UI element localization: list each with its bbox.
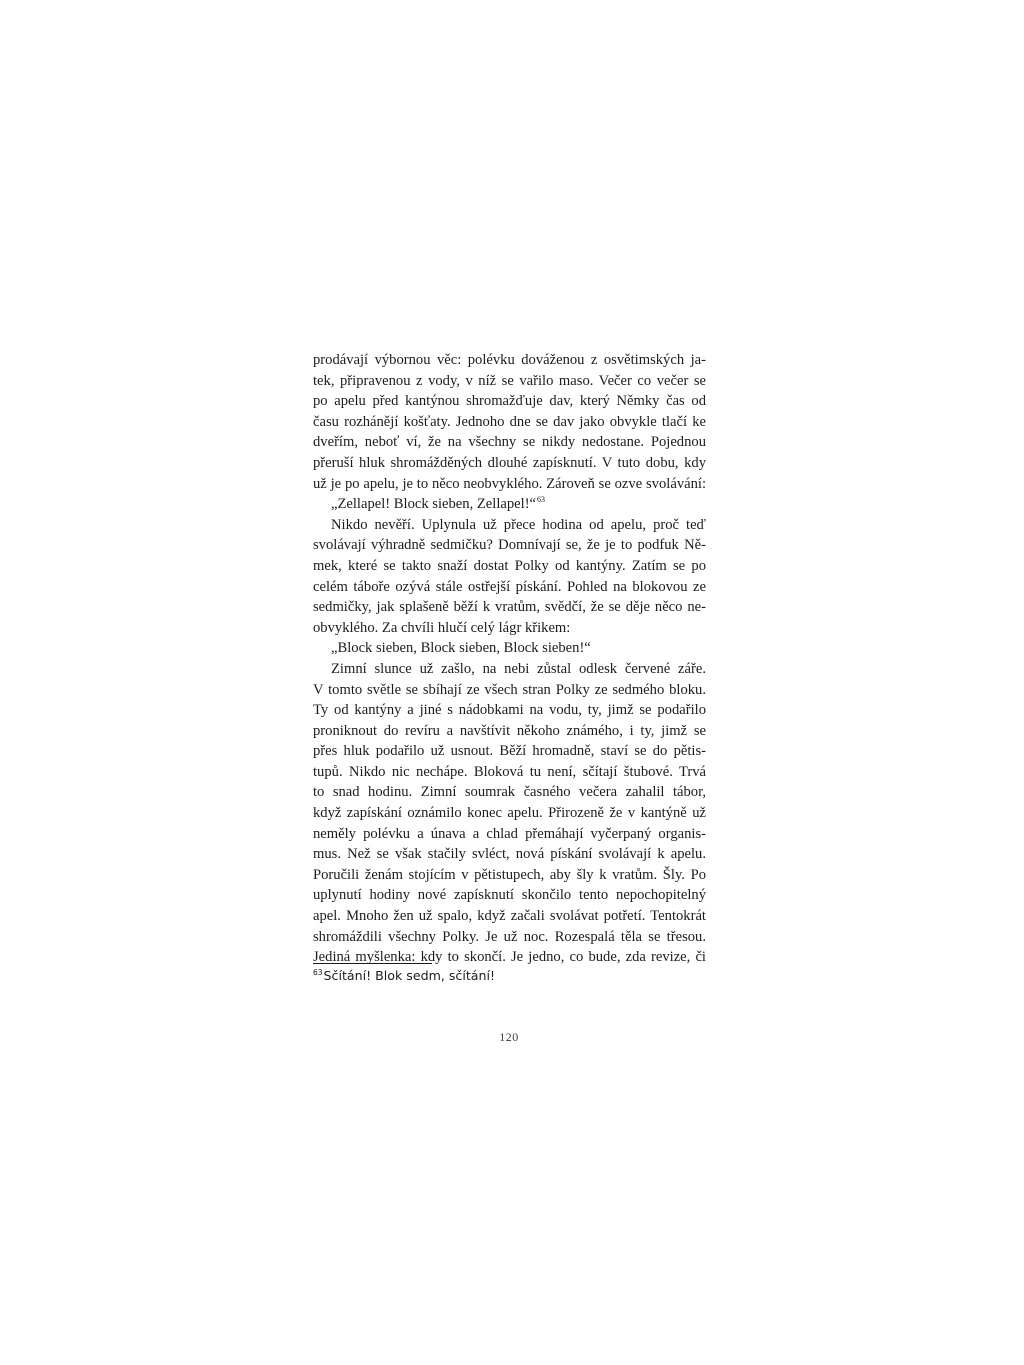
text-line: tek, připravenou z vody, v níž se vařilo maso. Večer co večer se bbox=[313, 372, 706, 389]
text-line: Poručili ženám stojícím v pětistupech, aby šly k vratům. Šly. Po bbox=[313, 866, 706, 883]
text-line: po apelu před kantýnou shromažďuje dav, který Němky čas od bbox=[313, 393, 706, 410]
text-line: Nikdo nevěří. Uplynula už přece hodina od apelu, proč teď bbox=[331, 516, 706, 533]
quote-line bbox=[313, 494, 706, 515]
text-line: když zapískání oznámilo konec apelu. Přirozeně že v kantýně už bbox=[313, 805, 706, 822]
footnote-text: Sčítání! Blok sedm, sčítání! bbox=[323, 968, 496, 983]
text-line: celém táboře ozývá stále ostřejší pískání. Pohled na blokovou ze bbox=[313, 578, 706, 595]
text-line: apel. Mnoho žen už spalo, když začali svolávat potřetí. Tentokrát bbox=[313, 908, 706, 925]
text-line: proniknout do revíru a navštívit někoho známého, i ty, jimž se bbox=[313, 722, 706, 739]
text-line: už je po apelu, je to něco neobvyklého. Zároveň se ozve svolávání: bbox=[313, 475, 706, 492]
body-text bbox=[313, 350, 706, 968]
text-line: Jediná myšlenka: kdy to skončí. Je jedno, co bude, zda revize, či bbox=[313, 949, 706, 966]
footnote-number: 63 bbox=[313, 968, 323, 977]
text-line: V tomto světle se sbíhají ze všech stran Polky ze sedmého bloku. bbox=[313, 681, 706, 698]
text-line: mus. Než se však stačily svléct, nová pískání svolávají k apelu. bbox=[313, 846, 706, 863]
text-line: svolávají výhradně sedmičku? Domnívají se, že je to podfuk Ně- bbox=[313, 537, 706, 554]
footnote-reference: 63 bbox=[537, 495, 546, 505]
text-line: uplynutí hodiny nové zapísknutí skončilo tento nepochopitelný bbox=[313, 887, 706, 904]
text-line: Ty od kantýny a jiné s nádobkami na vodu, ty, jimž se podařilo bbox=[313, 702, 706, 719]
text-line: shromáždili všechny Polky. Je už noc. Rozespalá těla se třesou. bbox=[313, 928, 706, 945]
quote-line: „Block sieben, Block sieben, Block sieben!“ bbox=[331, 640, 591, 657]
page-number: 120 bbox=[499, 1030, 519, 1044]
text-line: dveřím, neboť ví, že na všechny se nikdy nedostane. Pojednou bbox=[313, 434, 706, 451]
text-line: času rozhánějí košťaty. Jednoho dne se dav jako obvykle tlačí ke bbox=[313, 413, 706, 430]
footnote-separator bbox=[313, 963, 432, 964]
text-line: prodávají výbornou věc: polévku dováženou z osvětimských ja- bbox=[313, 352, 706, 368]
text-line: to snad hodinu. Zimní soumrak časného večera zahalil tábor, bbox=[313, 784, 706, 801]
text-line: přeruší hluk shromážděných dlouhé zapísknutí. V tuto dobu, kdy bbox=[313, 454, 706, 471]
text-line: tupů. Nikdo nic nechápe. Bloková tu není, sčítají štubové. Trvá bbox=[313, 763, 706, 780]
quote-text: „Zellapel! Block sieben, Zellapel!“ bbox=[331, 496, 537, 513]
text-line: přes hluk podařilo už usnout. Běží hromadně, staví se do pětis- bbox=[313, 743, 706, 760]
text-line: obvyklého. Za chvíli hlučí celý lágr křikem: bbox=[313, 619, 571, 636]
text-line: neměly polévku a únava a chlad přemáhají vyčerpaný organis- bbox=[313, 825, 706, 842]
text-line: sedmičky, jak splašeně běží k vratům, svědčí, že se děje něco ne- bbox=[313, 599, 706, 616]
text-line: Zimní slunce už zašlo, na nebi zůstal odlesk červené záře. bbox=[331, 660, 706, 677]
text-line: mek, které se takto snaží dostat Polky od kantýny. Zatím se po bbox=[313, 557, 706, 574]
footnote bbox=[313, 967, 495, 985]
